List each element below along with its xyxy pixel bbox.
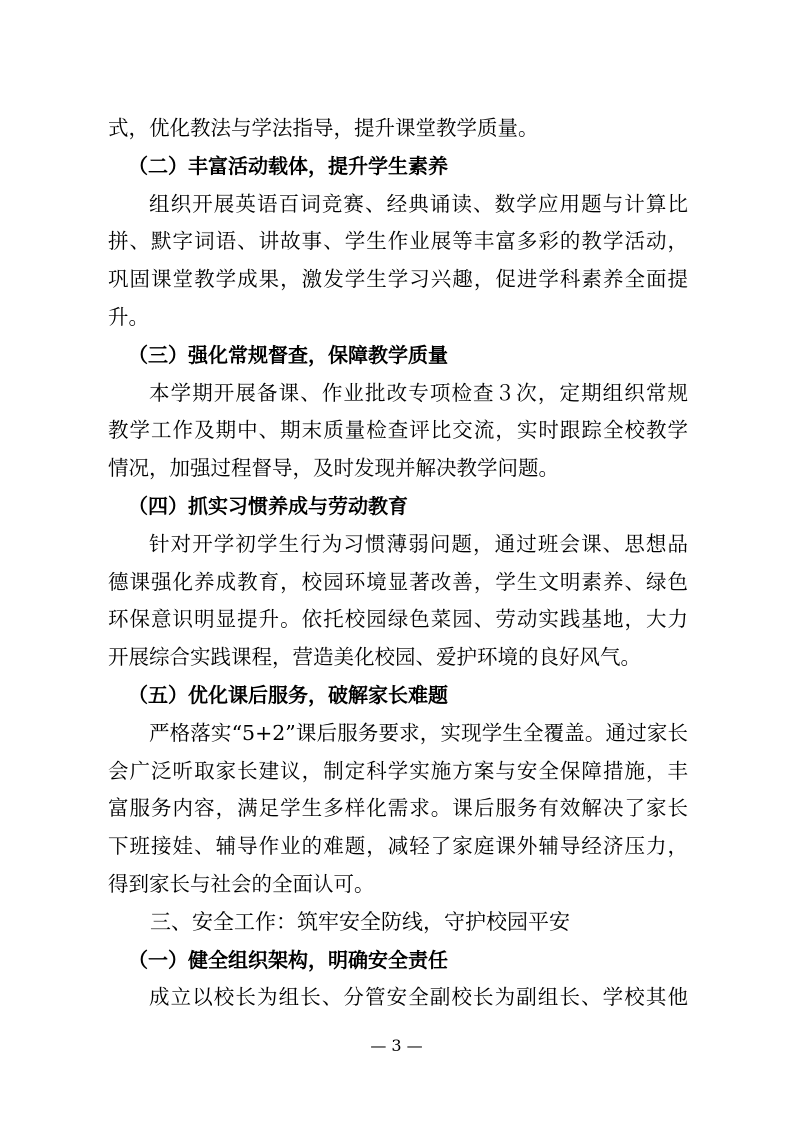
section-heading: （四）抓实习惯养成与劳动教育 <box>128 493 408 518</box>
text-line: 下班接娃、辅导作业的难题，减轻了家庭课外辅导经济压力， <box>108 834 688 859</box>
text-line: 环保意识明显提升。依托校园绿色菜园、劳动实践基地，大力 <box>108 607 688 632</box>
text-line: 会广泛听取家长建议，制定科学实施方案与安全保障措施，丰 <box>108 758 688 783</box>
text-line: 教学工作及期中、期末质量检查评比交流，实时跟踪全校教学 <box>108 418 688 443</box>
text-line: 得到家长与社会的全面认可。 <box>108 871 375 896</box>
paragraph-first-line: 成立以校长为组长、分管安全副校长为副组长、学校其他 <box>149 985 688 1010</box>
text-line: 巩固课堂教学成果，激发学生学习兴趣，促进学科素养全面提 <box>108 267 688 292</box>
text-line: 开展综合实践课程，营造美化校园、爱护环境的良好风气。 <box>108 645 641 670</box>
text-line: 德课强化养成教育，校园环境显著改善，学生文明素养、绿色 <box>108 569 688 594</box>
section-heading: （一）健全组织架构，明确安全责任 <box>128 947 448 972</box>
chapter-heading: 三、安全工作：筑牢安全防线，守护校园平安 <box>150 909 570 934</box>
text-line: 情况，加强过程督导，及时发现并解决教学问题。 <box>108 456 559 481</box>
paragraph-first-line: 严格落实“5+2”课后服务要求，实现学生全覆盖。通过家长 <box>149 720 688 745</box>
text-line: 拼、默字词语、讲故事、学生作业展等丰富多彩的教学活动， <box>108 229 688 254</box>
section-heading: （三）强化常规督查，保障教学质量 <box>128 342 448 367</box>
text-line: 富服务内容，满足学生多样化需求。课后服务有效解决了家长 <box>108 796 688 821</box>
body-text <box>108 110 688 1017</box>
text-line: 式，优化教法与学法指导，提升课堂教学质量。 <box>108 116 539 140</box>
paragraph-first-line: 组织开展英语百词竞赛、经典诵读、数学应用题与计算比 <box>149 191 688 216</box>
text-line: 升。 <box>108 304 149 329</box>
paragraph-first-line: 本学期开展备课、作业批改专项检查３次，定期组织常规 <box>149 380 688 405</box>
section-heading: （二）丰富活动载体，提升学生素养 <box>128 153 448 178</box>
paragraph-first-line: 针对开学初学生行为习惯薄弱问题，通过班会课、思想品 <box>149 531 688 556</box>
page-number: — 3 — <box>370 1036 423 1055</box>
section-heading: （五）优化课后服务，破解家长难题 <box>128 682 448 707</box>
